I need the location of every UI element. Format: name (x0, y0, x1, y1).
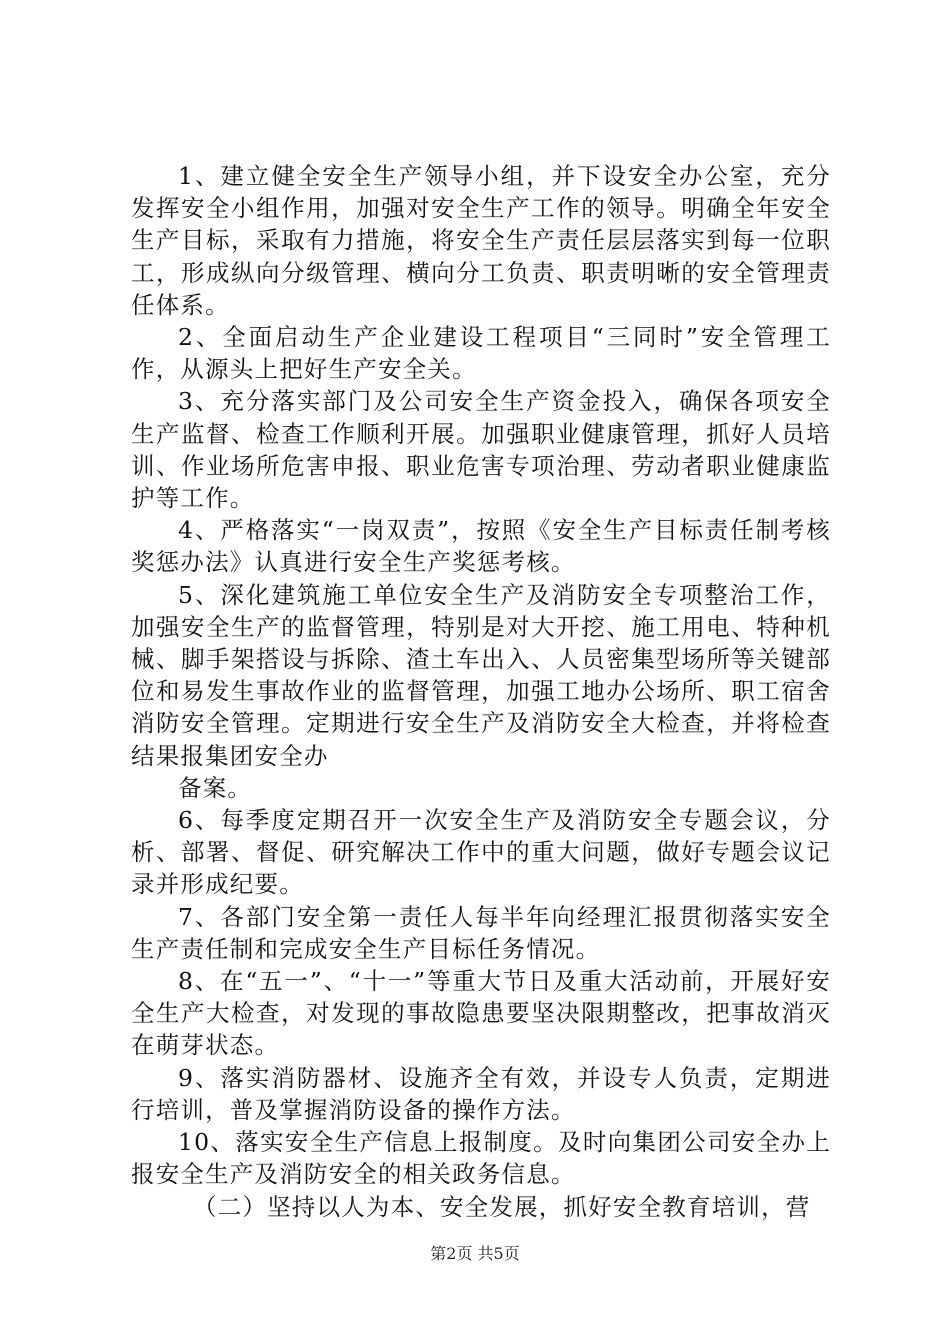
paragraph-1: 1、建立健全安全生产领导小组，并下设安全办公室，充分发挥安全小组作用，加强对安全生产工作的领导。明确全年安全生产目标，采取有力措施，将安全生产责任层层落实到每一位职工，形成纵向分级管理、横向分工负责、职责明晰的安全管理责任体系。 (131, 162, 831, 319)
paragraph-8: 8、在“五一”、“十一”等重大节日及重大活动前，开展好安全生产大检查，对发现的事故隐患要坚决限期整改，把事故消灭在萌芽状态。 (131, 967, 831, 1060)
document-body (131, 160, 831, 1223)
paragraph-3: 3、充分落实部门及公司安全生产资金投入，确保各项安全生产监督、检查工作顺利开展。加强职业健康管理，抓好人员培训、作业场所危害申报、职业危害专项治理、劳动者职业健康监护等工作。 (131, 387, 831, 513)
paragraph-2: 2、全面启动生产企业建设工程项目“三同时”安全管理工作，从源头上把好生产安全关。 (131, 323, 831, 384)
paragraph-10: 10、落实安全生产信息上报制度。及时向集团公司安全办上报安全生产及消防安全的相关政务信息。 (131, 1128, 831, 1189)
paragraph-5: 5、深化建筑施工单位安全生产及消防安全专项整治工作，加强安全生产的监督管理，特别是对大开挖、施工用电、特种机械、脚手架搭设与拆除、渣土车出入、人员密集型场所等关键部位和易发生事故作业的监督管理，加强工地办公场所、职工宿舍消防安全管理。定期进行安全生产及消防安全大检查，并将检查结果报集团安全办 (131, 580, 831, 770)
page-number-footer: 第2页 共5页 (430, 1244, 520, 1263)
section-heading-2: （二）坚持以人为本、安全发展，抓好安全教育培训，营 (193, 1192, 811, 1221)
paragraph-9: 9、落实消防器材、设施齐全有效，并设专人负责，定期进行培训，普及掌握消防设备的操作方法。 (131, 1063, 831, 1124)
paragraph-5-continuation: 备案。 (178, 773, 253, 802)
paragraph-4: 4、严格落实“一岗双责”，按照《安全生产目标责任制考核奖惩办法》认真进行安全生产奖惩考核。 (131, 516, 831, 577)
paragraph-7: 7、各部门安全第一责任人每半年向经理汇报贯彻落实安全生产责任制和完成安全生产目标任务情况。 (131, 902, 831, 963)
paragraph-6: 6、每季度定期召开一次安全生产及消防安全专题会议，分析、部署、督促、研究解决工作中的重大问题，做好专题会议记录并形成纪要。 (131, 806, 831, 899)
